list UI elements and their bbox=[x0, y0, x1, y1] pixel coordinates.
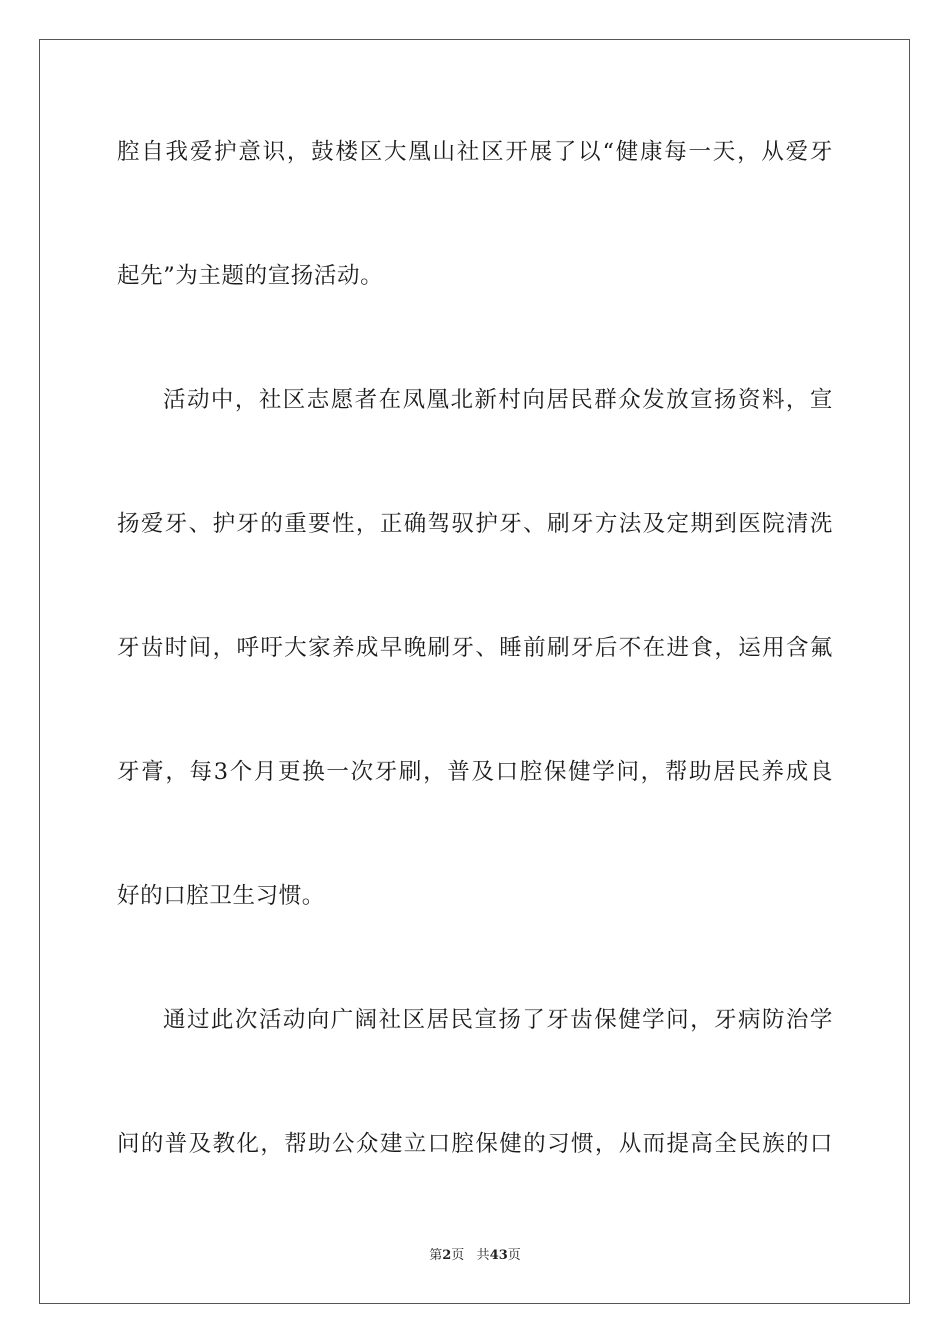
text-line: 牙齿时间，呼吁大家养成早晚刷牙、睡前刷牙后不在进食，运用含氟 bbox=[117, 635, 833, 661]
page-prefix: 第 bbox=[429, 1248, 443, 1263]
total-pages: 43 bbox=[489, 1248, 508, 1263]
text-line: 牙膏，每3个月更换一次牙刷，普及口腔保健学问，帮助居民养成良 bbox=[117, 759, 833, 785]
text-line: 腔自我爱护意识，鼓楼区大凰山社区开展了以“健康每一天，从爱牙 bbox=[117, 139, 833, 165]
page-suffix: 页 bbox=[451, 1248, 465, 1263]
page-number: 2 bbox=[442, 1248, 452, 1263]
page-border bbox=[39, 39, 910, 1304]
total-prefix: 共 bbox=[476, 1248, 490, 1263]
text-line: 好的口腔卫生习惯。 bbox=[117, 883, 325, 909]
page-footer bbox=[0, 1247, 950, 1265]
total-suffix: 页 bbox=[507, 1248, 521, 1263]
text-line: 活动中，社区志愿者在凤凰北新村向居民群众发放宣扬资料，宣 bbox=[163, 387, 833, 413]
text-line: 起先”为主题的宣扬活动。 bbox=[117, 263, 384, 289]
text-line: 扬爱牙、护牙的重要性，正确驾驭护牙、刷牙方法及定期到医院清洗 bbox=[117, 511, 833, 537]
text-line: 通过此次活动向广阔社区居民宣扬了牙齿保健学问，牙病防治学 bbox=[163, 1007, 833, 1033]
text-line: 问的普及教化，帮助公众建立口腔保健的习惯，从而提高全民族的口 bbox=[117, 1131, 833, 1157]
